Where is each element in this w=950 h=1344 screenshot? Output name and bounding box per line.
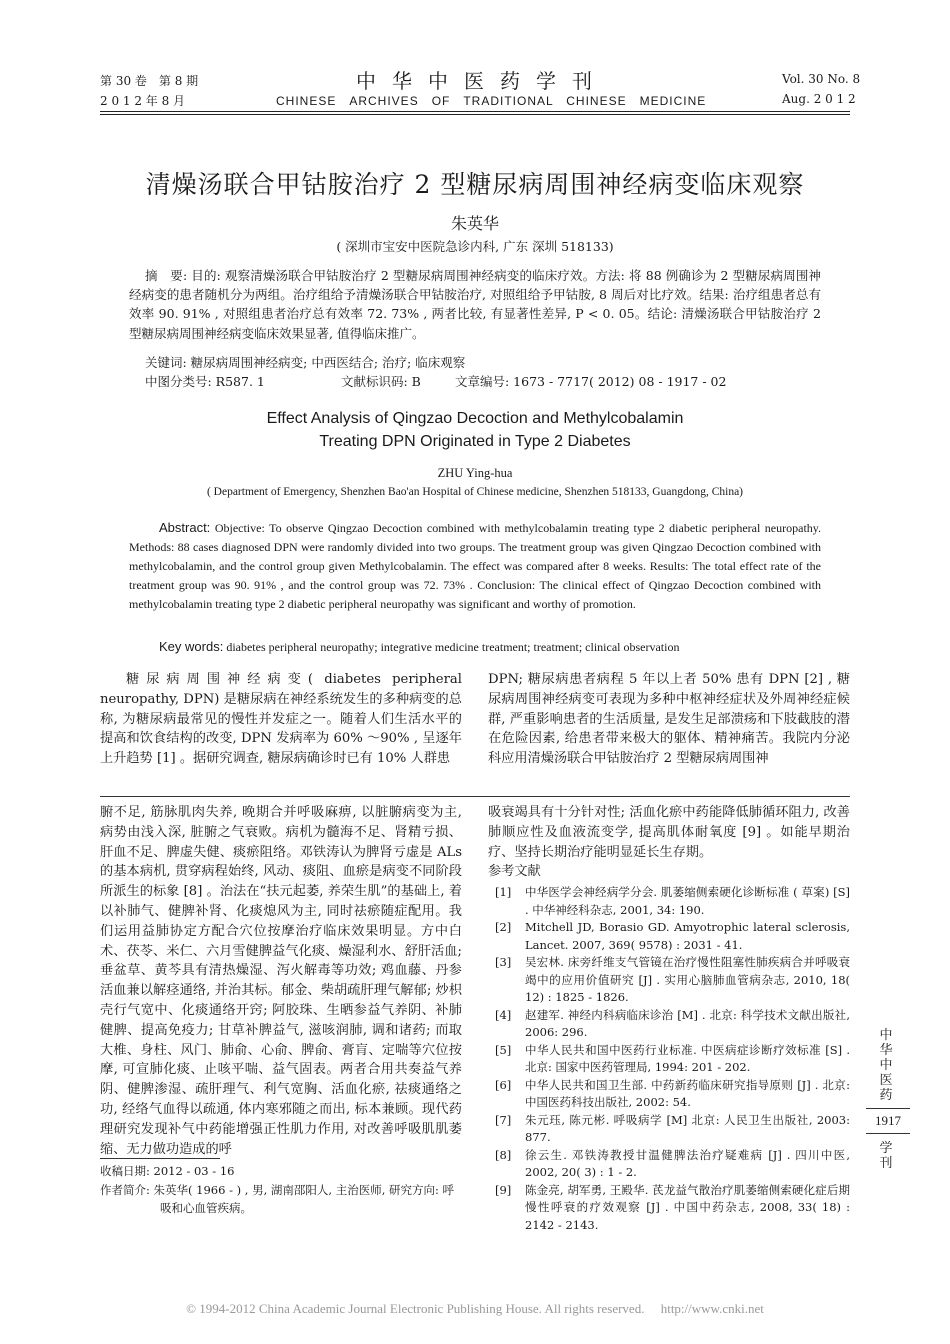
reference-item [495, 1147, 850, 1182]
clc-number: 中图分类号: R587. 1 [145, 374, 265, 389]
keywords-en-block [159, 637, 821, 657]
reference-text: Mitchell JD, Borasio GD. Amyotrophic lateral sclerosis, Lancet. 2007, 369( 9578) : 2031 - 41. [525, 920, 850, 952]
reference-item [495, 919, 850, 954]
side-rule-top [866, 1108, 910, 1109]
reference-item [495, 884, 850, 919]
references-list [495, 884, 850, 1234]
reference-number: [3] [495, 955, 512, 969]
article-title-cn: 清燥汤联合甲钴胺治疗 2 型糖尿病周围神经病变临床观察 [145, 170, 805, 199]
copyright-footer: © 1994-2012 China Academic Journal Electronic Publishing House. All rights reserved. http://www.cnki.net [186, 1301, 764, 1316]
reference-text: 中华人民共和国卫生部. 中药新药临床研究指导原则 [J] . 北京: 中国医药科技出版社, 2002: 54. [525, 1077, 850, 1109]
document-code: 文献标识码: B [341, 374, 421, 389]
date-en: Aug. 2 0 1 2 [782, 92, 856, 106]
keywords-en-label: Key words: [159, 639, 224, 654]
affiliation-en: ( Department of Emergency, Shenzhen Bao'an Hospital of Chinese medicine, Shenzhen 518133, Guangdong, China) [206, 486, 744, 498]
received-date: 收稿日期: 2012 - 03 - 16 [100, 1164, 235, 1178]
reference-number: [2] [495, 920, 512, 934]
reference-item [495, 1077, 850, 1112]
reference-text: 陈金亮, 胡军勇, 王殿华. 芪龙益气散治疗肌萎缩侧索硬化症后期慢性呼衰的疗效观察 [J] . 中国中药杂志, 2008, 33( 18) : 2142 - 2143. [525, 1182, 850, 1232]
footnote-separator [100, 1158, 220, 1159]
affiliation-cn: ( 深圳市宝安中医院急诊内科, 广东 深圳 518133) [336, 239, 614, 254]
author-en: ZHU Ying-hua [437, 466, 513, 480]
continuation-left-column: 腑不足, 筋脉肌肉失养, 晚期合并呼吸麻痹, 以脏腑病变为主, 病势由浅入深, 脏腑之气衰败。病机为髓海不足、肾精亏损、肝血不足、脾虚失健、痰瘀阻络。邓铁涛认为脾肾亏虚是 ALs 的基本病机, 贯穿病程始终, 风动、痰阻、血瘀是病变不同阶段所派生的标象 [8] 。治法在“扶元起萎, 养荣生肌”的基础上, 着以补肺气、健脾补肾、化痰熄风为主, 同时祛瘀随症配用。我们运用益肺协定方配合穴位按摩治疗临床效果明显。方中白术、茯苓、米仁、六月雪健脾益气化痰、燥湿利水、舒肝活血; 垂盆草、黄芩具有清热燥湿、泻火解毒等功效; 鸡血藤、丹参活血兼以解痉通络, 并治其标。郁金、柴胡疏肝理气解郁; 炒枳壳行气宽中、化痰通络开窍; 阿胶珠、生晒参益气养阴、补肺健脾、提高免疫力; 甘草补脾益气, 滋咳润肺, 调和诸药; 而取大椎、身柱、风门、肺俞、心俞、脾俞、膏肓、定喘等穴位按摩, 可宣肺化痰、止咳平喘、益气固表。两者合用共奏益气养阴、健脾渗湿、疏肝理气、利气宽胸、活血化瘀, 祛痰通络之功, 经络气血得以疏通, 体内寒邪随之而出, 标本兼顾。现代药理研究发现补气中药能增强正性肌力作用, 对改善呼吸肌肌萎缩、无力做功造成的呼 [100, 805, 462, 1157]
reference-item [495, 1112, 850, 1147]
side-kan-vertical: 学刊 [879, 1141, 893, 1171]
volume-issue-en: Vol. 30 No. 8 [782, 72, 861, 86]
abstract-en: Objective: To observe Qingzao Decoction combined with methylcobalamin treating type 2 diabetic peripheral neuropathy. Methods: 88 cases diagnosed DPN were randomly divided into two groups. The treatment group was given Qingzao Decoction combined with methylcobalamin, and the control group given Methylcobalamin. The effect was compared after 8 weeks. Results: The total effect rate of the treatment group was 90. 91% , and the control group was 72. 73% . Conclusion: The clinical effect of Qingzao Decoction combined with methylcobalamin treating type 2 diabetic peripheral neuropathy was significant and worthy of promotion. [129, 521, 822, 611]
article-title-en-line1: Effect Analysis of Qingzao Decoction and Methylcobalamin [266, 410, 684, 427]
article-title-en-line2: Treating DPN Originated in Type 2 Diabetes [319, 433, 631, 450]
author-info-text: 作者简介: 朱英华( 1966 - ) , 男, 湖南邵阳人, 主治医师, 研究方向: 呼吸和心血管疾病。 [100, 1183, 455, 1215]
reference-number: [5] [495, 1042, 512, 1057]
date-cn: 2 0 1 2 年 8 月 [100, 94, 186, 108]
abstract-cn: 摘 要: 目的: 观察清燥汤联合甲钴胺治疗 2 型糖尿病周围神经病变的临床疗效。方法: 将 88 例确诊为 2 型糖尿病周围神经病变的患者随机分为两组。治疗组给予清燥汤联合甲钴胺治疗, 对照组给予甲钴胺, 8 周后对比疗效。结果: 治疗组患者总有效率 90. 91% , 对照组患者治疗总有效率 72. 73% , 两者比较, 有显著性差异, P < 0. 05。结论: 清燥汤联合甲钴胺治疗 2 型糖尿病周围神经病变临床效果显著, 值得临床推广。 [129, 268, 821, 341]
header-rule [100, 111, 850, 112]
reference-text: 中华人民共和国中医药行业标准. 中医病症诊断疗效标准 [S] . 北京: 国家中医药管理局, 1994: 201 - 202. [525, 1042, 850, 1074]
reference-item [495, 1182, 850, 1235]
reference-text: 朱元珏, 陈元彬. 呼吸病学 [M] 北京: 人民卫生出版社, 2003: 877. [525, 1112, 850, 1144]
keywords-en: diabetes peripheral neuropathy; integrative medicine treatment; treatment; clinical observation [226, 640, 680, 654]
volume-issue-cn: 第 30 卷 第 8 期 [100, 74, 199, 88]
reference-number: [8] [495, 1147, 512, 1162]
abstract-en-label: Abstract: [159, 520, 211, 535]
author-info [100, 1182, 462, 1217]
side-rule-bottom [866, 1133, 910, 1134]
header-rule-thin [100, 114, 850, 115]
reference-text: 赵建军. 神经内科病临床诊治 [M] . 北京: 科学技术文献出版社, 2006: 296. [525, 1007, 850, 1039]
abstract-en-block [129, 518, 821, 614]
page-number: 1917 [875, 1113, 901, 1128]
reference-number: [4] [495, 1007, 512, 1022]
intro-right-column: DPN; 糖尿病患者病程 5 年以上者 50% 患有 DPN [2] , 糖尿病周围神经病变可表现为多种中枢神经症状及外周神经症候群, 严重影响患者的生活质量, 是发生足部溃疡和下肢截肢的潜在危险因素, 给患者带来极大的躯体、精神痛苦。我院内分泌科应用清燥汤联合甲钴胺治疗 2 型糖尿病周围神 [488, 672, 850, 767]
journal-title-en: CHINESE ARCHIVES OF TRADITIONAL CHINESE MEDICINE [276, 94, 707, 108]
reference-number: [1] [495, 885, 512, 899]
section-separator [100, 796, 850, 797]
keywords-cn: 关键词: 糖尿病周围神经病变; 中西医结合; 治疗; 临床观察 [145, 355, 466, 370]
reference-number: [7] [495, 1112, 512, 1127]
reference-number: [6] [495, 1077, 512, 1092]
references-heading: 参考文献 [488, 864, 541, 879]
reference-number: [9] [495, 1182, 512, 1197]
reference-text: 徐云生. 邓铁涛教授甘温健脾法治疗疑难病 [J] . 四川中医, 2002, 20( 3) : 1 - 2. [525, 1147, 850, 1179]
side-journal-vertical: 中华中医药 [879, 1028, 893, 1103]
intro-left-column: 糖尿病周围神经病变( diabetes peripheral neuropathy, DPN) 是糖尿病在神经系统发生的多种病变的总称, 为糖尿病最常见的慢性并发症之一。随着人们生活水平的提高和饮食结构的改变, DPN 发病率为 60% ～90% , 呈逐年上升趋势 [1] 。据研究调查, 糖尿病确诊时已有 10% 人群患 [100, 672, 462, 767]
continuation-right-column: 吸衰竭具有十分针对性; 活血化瘀中药能降低肺循环阻力, 改善肺顺应性及血液流变学, 提高肌体耐氧度 [9] 。如能早期治疗、坚持长期治疗能明显延长生存期。 [488, 805, 850, 860]
reference-text: 中华医学会神经病学分会. 肌萎缩侧索硬化诊断标准 ( 草案) [S] . 中华神经科杂志, 2001, 34: 190. [525, 885, 850, 917]
reference-item [495, 1042, 850, 1077]
article-number: 文章编号: 1673 - 7717( 2012) 08 - 1917 - 02 [455, 374, 727, 389]
author-cn: 朱英华 [450, 214, 499, 233]
reference-item [495, 1007, 850, 1042]
reference-item [495, 954, 850, 1007]
reference-text: 吴宏林. 床旁纤维支气管镜在治疗慢性阻塞性肺疾病合并呼吸衰竭中的应用价值研究 [J] . 实用心脑肺血管病杂志, 2010, 18( 12) : 1825 - 1826. [525, 955, 850, 1004]
journal-title-cn: 中华中医药学刊 [356, 69, 608, 93]
